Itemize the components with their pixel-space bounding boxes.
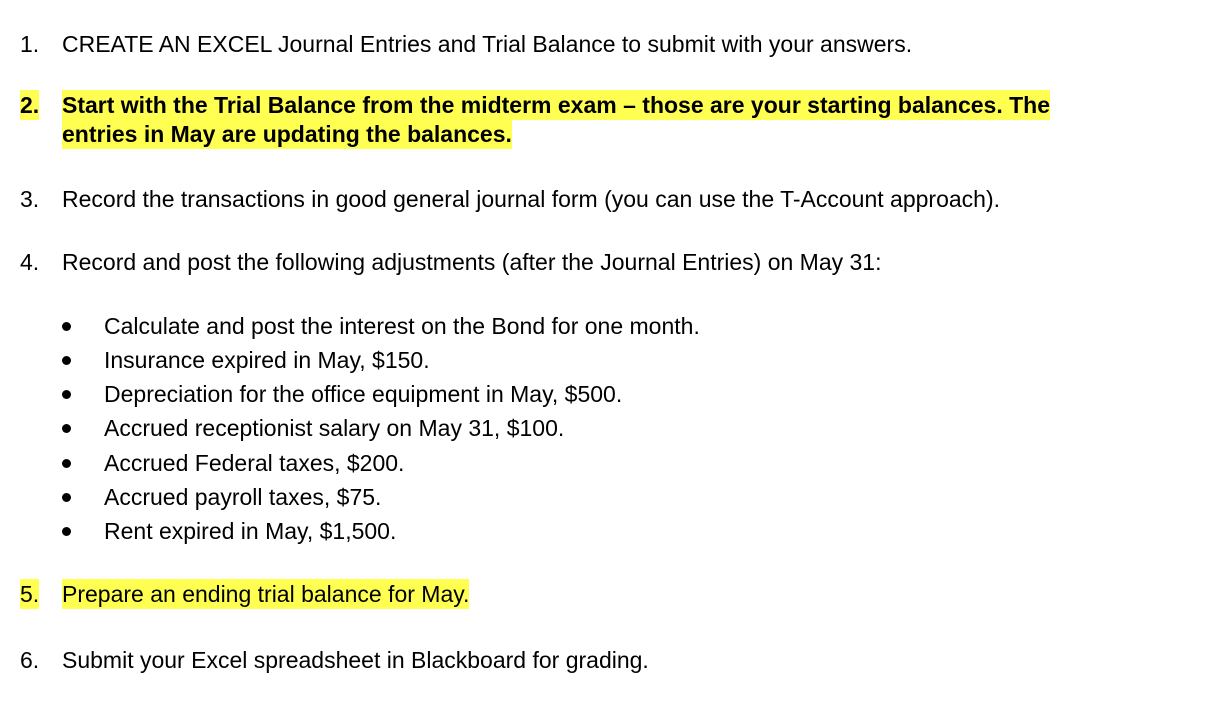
instruction-number: 2. [20,92,40,118]
bullet-icon [62,322,71,331]
instruction-text: Record the transactions in good general journal form (you can use the T-Account approach). [62,186,1001,212]
list-item [0,411,900,445]
instruction-text: Prepare an ending trial balance for May. [62,581,470,607]
adjustment-text: Depreciation for the office equipment in May, $500. [104,381,623,407]
list-item [0,377,900,411]
bullet-icon [62,459,71,468]
list-item [0,446,900,480]
instruction-number: 5. [20,581,40,607]
instruction-number: 6. [20,647,40,673]
instruction-text: CREATE AN EXCEL Journal Entries and Trial Balance to submit with your answers. [62,31,913,57]
list-item [0,309,900,343]
instruction-text-line-1: Start with the Trial Balance from the midterm exam – those are your starting balances. The [62,92,1051,118]
bullet-icon [62,390,71,399]
instruction-text-line-2: entries in May are updating the balances. [62,121,512,147]
bullet-icon [62,356,71,365]
adjustment-text: Rent expired in May, $1,500. [104,518,397,544]
adjustment-text: Accrued Federal taxes, $200. [104,450,405,476]
instruction-text: Record and post the following adjustments (after the Journal Entries) on May 31: [62,249,882,275]
adjustment-text: Accrued payroll taxes, $75. [104,484,382,510]
list-item [0,514,900,548]
bullet-icon [62,424,71,433]
bullet-icon [62,527,71,536]
instruction-number: 3. [20,186,40,212]
adjustment-text: Insurance expired in May, $150. [104,347,430,373]
list-item [0,480,900,514]
instruction-number: 1. [20,31,40,57]
adjustment-text: Accrued receptionist salary on May 31, $100. [104,415,565,441]
list-item [0,343,900,377]
adjustment-text: Calculate and post the interest on the Bond for one month. [104,313,700,339]
instruction-text: Submit your Excel spreadsheet in Blackboard for grading. [62,647,649,673]
bullet-icon [62,493,71,502]
instruction-number: 4. [20,249,40,275]
